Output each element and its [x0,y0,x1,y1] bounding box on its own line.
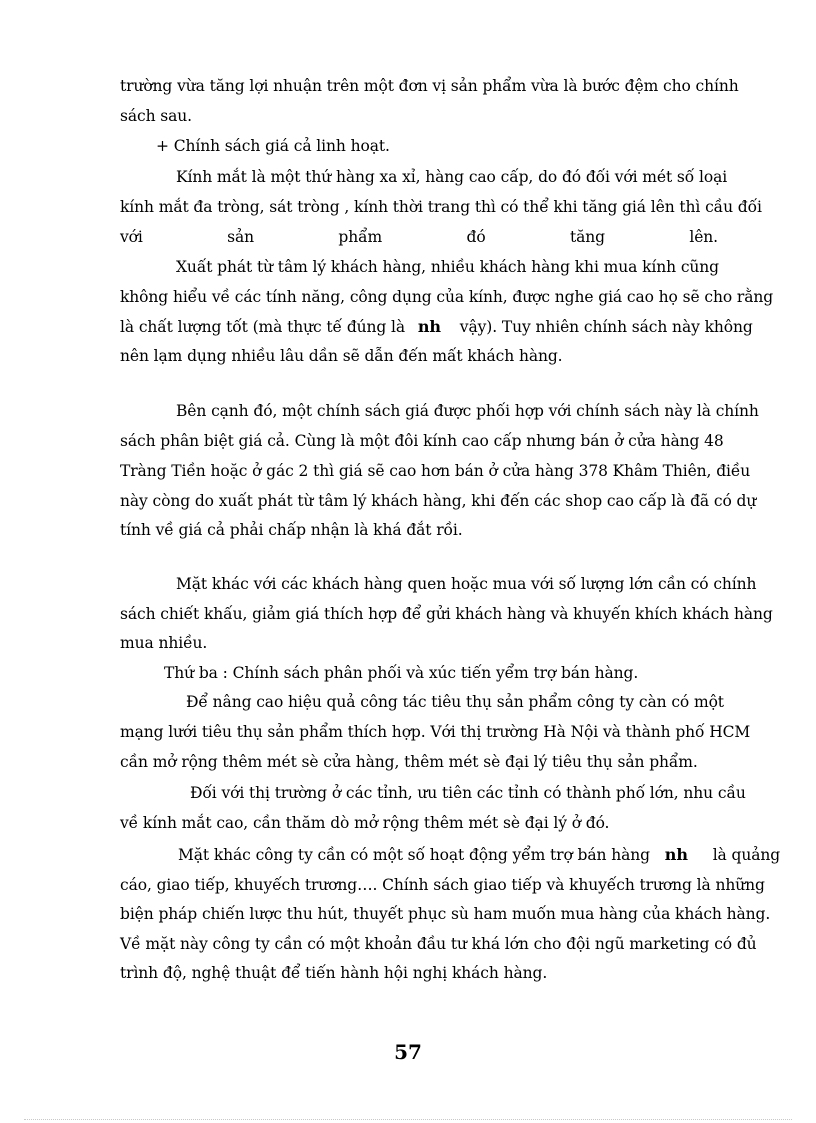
paragraph-line: trình độ, nghệ thuật để tiến hành hội nghị khách hàng. [120,964,548,982]
line-segment: là quảng [712,846,781,864]
paragraph-line [120,317,753,337]
line-segment: vậy). Tuy nhiên chính sách này không [459,318,753,336]
section-heading: + Chính sách giá cả linh hoạt. [156,137,390,155]
paragraph-line: nên lạm dụng nhiều lâu dần sẽ dẫn đến mất khách hàng. [120,347,563,365]
paragraph-line: mua nhiều. [120,634,208,652]
page-bottom-divider [24,1119,792,1120]
paragraph-line: Tràng Tiền hoặc ở gác 2 thì giá sẽ cao hơn bán ở cửa hàng 378 Khâm Thiên, điều [120,462,751,480]
paragraph-line: Kính mắt là một thứ hàng xa xỉ, hàng cao cấp, do đó đối với mét số loại [176,168,728,186]
paragraph-line: cần mở rộng thêm mét sè cửa hàng, thêm mét sè đại lý tiêu thụ sản phẩm. [120,753,698,771]
paragraph-line: Mặt khác với các khách hàng quen hoặc mua với số lượng lớn cần có chính [176,575,757,593]
paragraph-line: sách sau. [120,107,192,125]
paragraph-line: tính về giá cả phải chấp nhận là khá đắt rồi. [120,521,463,539]
paragraph-line: mạng lưới tiêu thụ sản phẩm thích hợp. Với thị trường Hà Nội và thành phố HCM [120,723,751,741]
paragraph-line: Để nâng cao hiệu quả công tác tiêu thụ sản phẩm công ty càn có một [186,693,724,711]
paragraph-line: Bên cạnh đó, một chính sách giá được phối hợp với chính sách này là chính [176,402,759,420]
line-segment: là chất lượng tốt (mà thực tế đúng là [120,318,406,336]
nh-marker: nh [417,317,441,336]
page-number: 57 [394,1040,422,1064]
paragraph-line [178,845,781,865]
paragraph-line: kính mắt đa tròng, sát tròng , kính thời trang thì có thể khi tăng giá lên thì cầu đối [120,198,762,216]
paragraph-line: không hiểu về các tính năng, công dụng của kính, được nghe giá cao họ sẽ cho rằng [120,288,774,306]
paragraph-line: Xuất phát từ tâm lý khách hàng, nhiều khách hàng khi mua kính cũng [176,258,719,276]
paragraph-line: sách chiết khấu, giảm giá thích hợp để gửi khách hàng và khuyến khích khách hàng [120,605,773,623]
paragraph-line: Đối với thị trường ở các tỉnh, ưu tiên các tỉnh có thành phố lớn, nhu cầu [190,784,746,802]
paragraph-line: Về mặt này công ty cần có một khoản đầu tư khá lớn cho đội ngũ marketing có đủ [120,935,757,953]
paragraph-line: trường vừa tăng lợi nhuận trên một đơn vị sản phẩm vừa là bước đệm cho chính [120,77,739,95]
line-segment: Mặt khác công ty cần có một số hoạt động yểm trợ bán hàng [178,846,650,864]
paragraph-line: với sản phẩm đó tăng lên. [120,228,718,246]
nh-marker: nh [664,845,688,864]
paragraph-line: về kính mắt cao, cần thăm dò mở rộng thêm mét sè đại lý ở đó. [120,814,610,832]
paragraph-line: biện pháp chiến lược thu hút, thuyết phục sù ham muốn mua hàng của khách hàng. [120,905,771,923]
paragraph-line: này còng do xuất phát từ tâm lý khách hàng, khi đến các shop cao cấp là đã có dự [120,492,757,510]
paragraph-line: sách phân biệt giá cả. Cùng là một đôi kính cao cấp nhưng bán ở cửa hàng 48 [120,432,724,450]
section-heading: Thứ ba : Chính sách phân phối và xúc tiến yểm trợ bán hàng. [164,664,639,682]
paragraph-line: cáo, giao tiếp, khuyếch trương…. Chính sách giao tiếp và khuyếch trương là những [120,876,765,894]
